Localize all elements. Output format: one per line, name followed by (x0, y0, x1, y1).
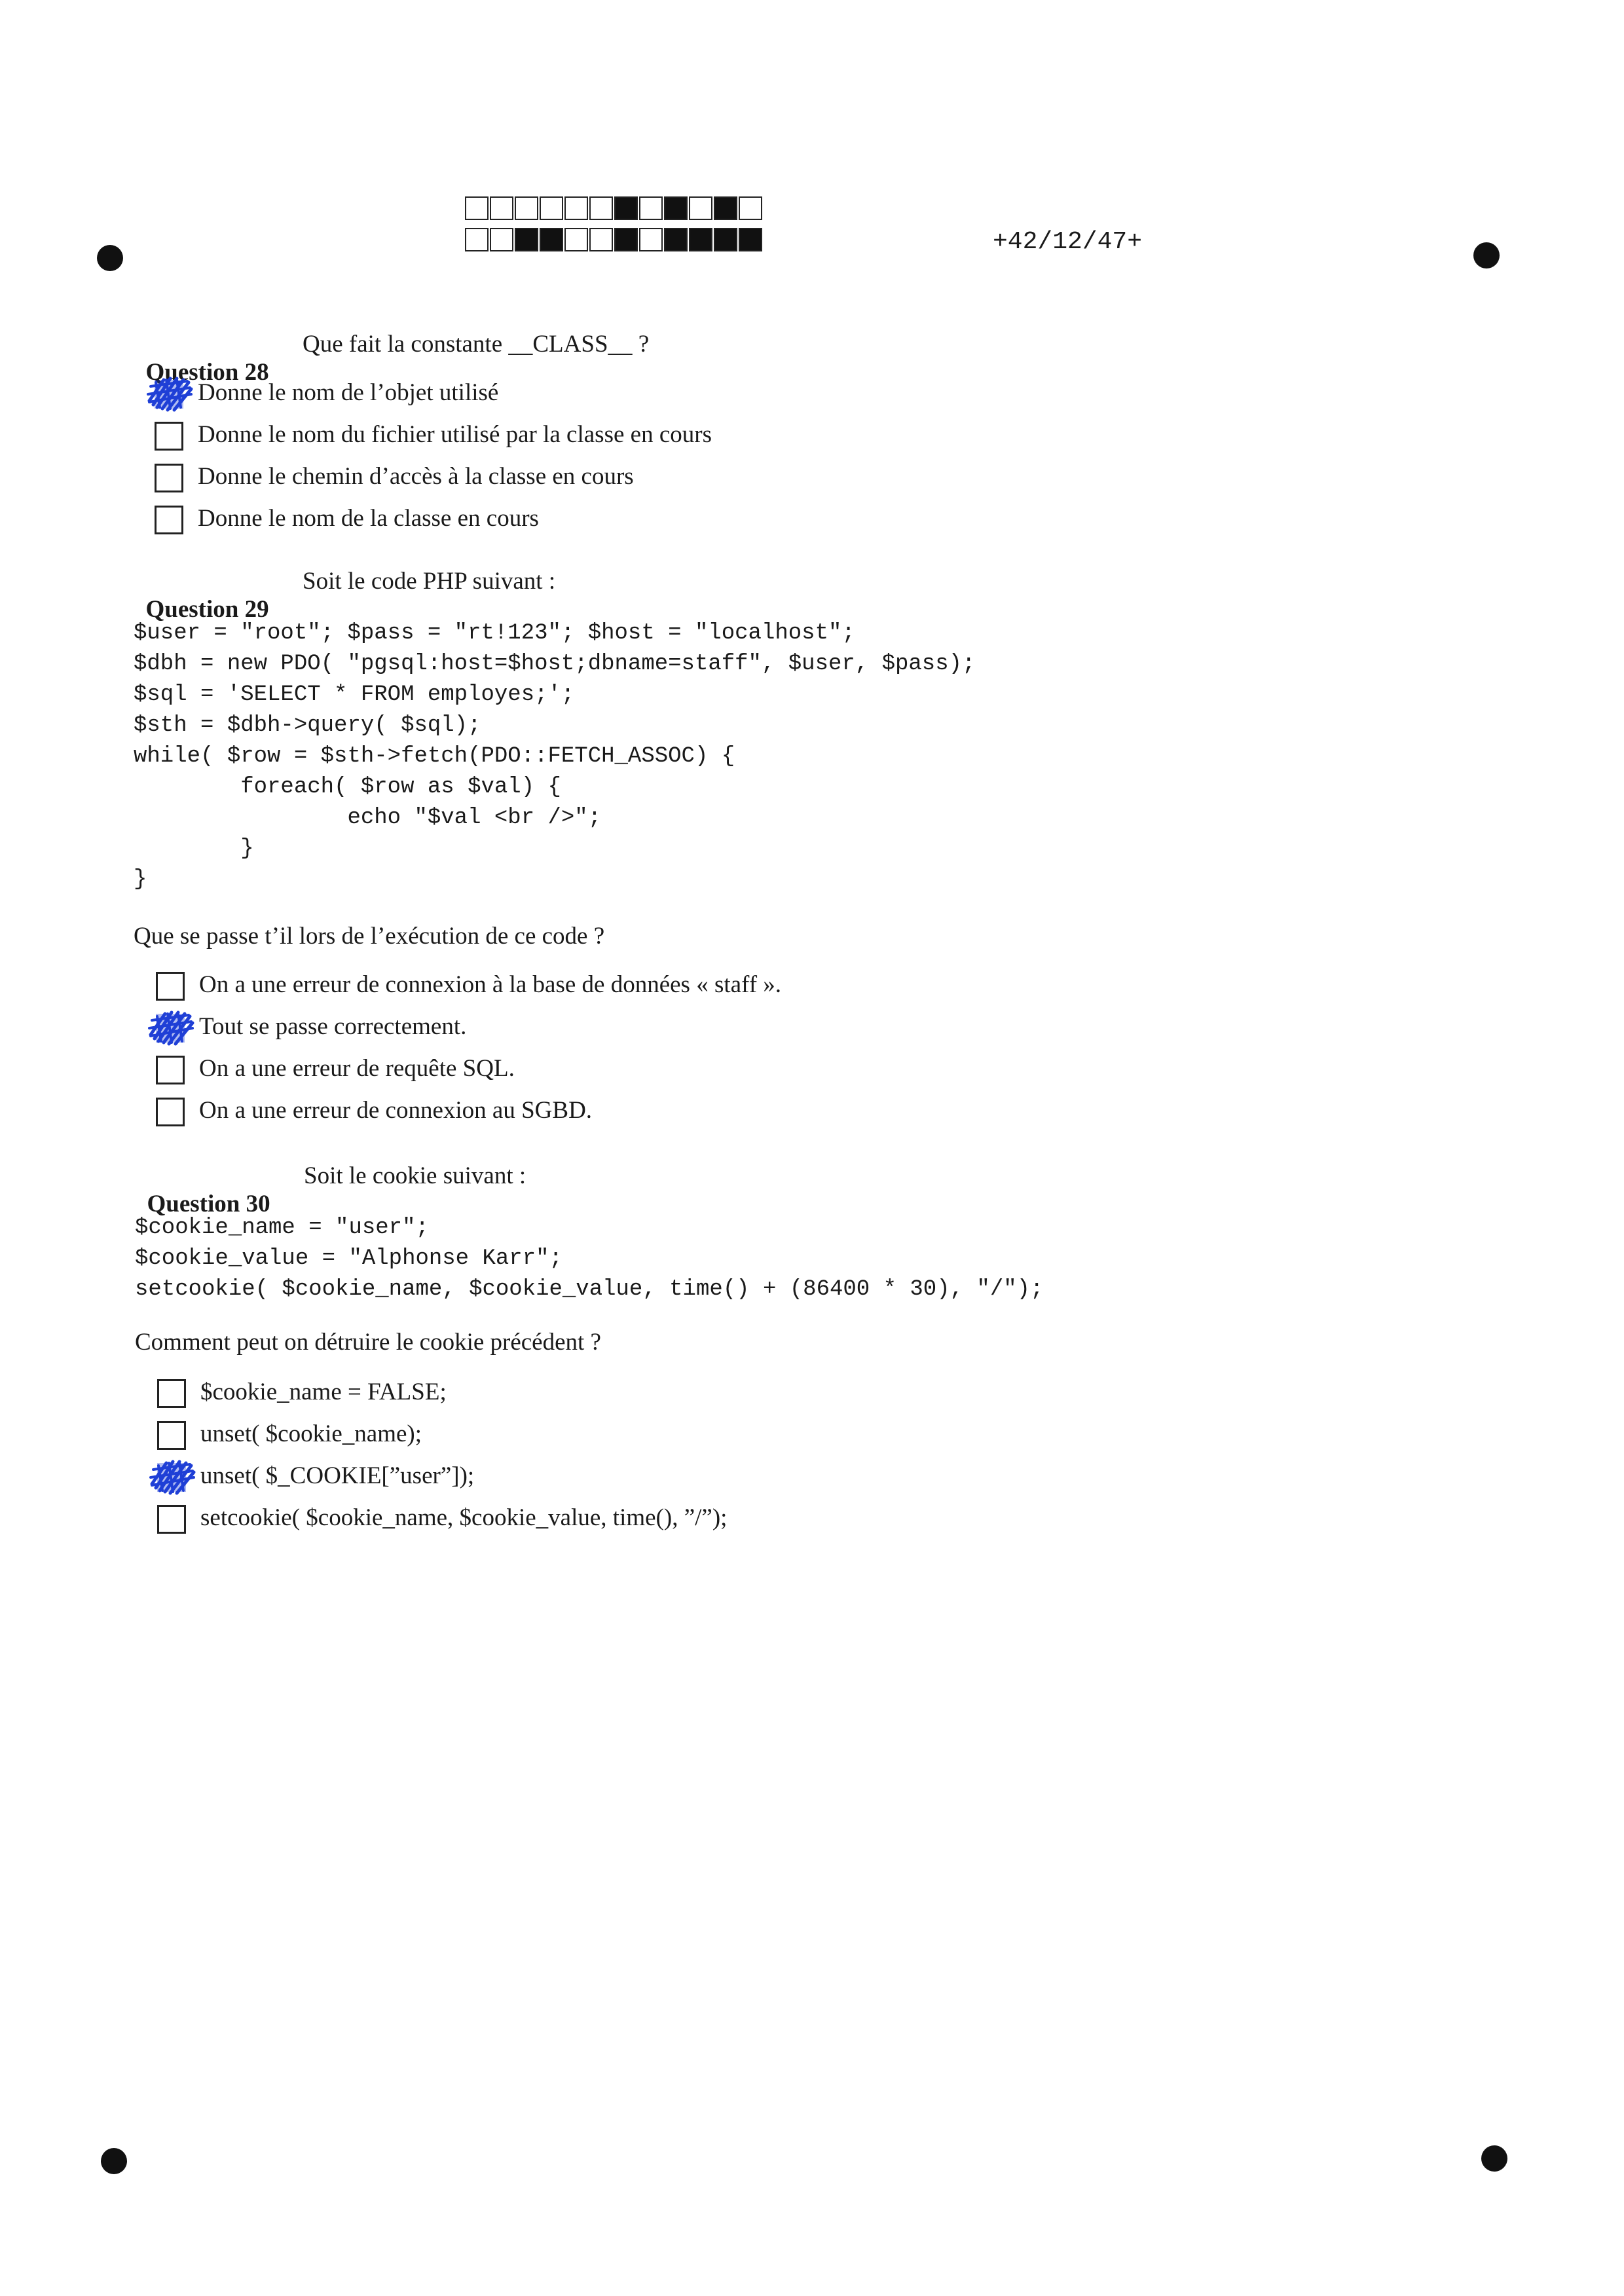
code-line: echo "$val <br />"; (134, 805, 602, 830)
question-30-label: Question 30 (147, 1191, 270, 1217)
barcode-cell (614, 228, 638, 251)
checkbox[interactable] (156, 1098, 185, 1126)
barcode-cell (639, 228, 663, 251)
registration-mark-top-right (1473, 242, 1500, 268)
barcode-cell (540, 196, 563, 220)
code-line: $cookie_name = "user"; (135, 1215, 429, 1240)
code-line: } (134, 836, 254, 861)
barcode-cell (490, 228, 513, 251)
barcode-cell (739, 228, 762, 251)
barcode-cell (564, 196, 588, 220)
option-label: On a une erreur de connexion à la base de données « staff ». (199, 971, 782, 998)
question-29-code (134, 618, 975, 895)
barcode-cell (589, 228, 613, 251)
checkbox[interactable] (155, 506, 183, 534)
barcode-cell (614, 196, 638, 220)
barcode-cell (490, 196, 513, 220)
barcode-cell (739, 196, 762, 220)
code-line: foreach( $row as $val) { (134, 775, 561, 800)
barcode-cell (689, 196, 712, 220)
barcode-cell (515, 228, 538, 251)
checkbox[interactable] (155, 422, 183, 451)
option-label: setcookie( $cookie_name, $cookie_value, time(), ”/”); (200, 1504, 728, 1531)
checkbox[interactable] (157, 1421, 186, 1450)
checkbox[interactable] (155, 464, 183, 492)
sheet-code: +42/12/47+ (993, 228, 1143, 256)
option-label: On a une erreur de requête SQL. (199, 1055, 515, 1082)
question-28-text: Que fait la constante __CLASS__ ? (303, 331, 650, 358)
barcode-row-bottom (465, 228, 764, 251)
checkbox[interactable] (157, 1505, 186, 1534)
question-30-prompt: Comment peut on détruire le cookie précédent ? (135, 1329, 601, 1356)
code-line: $user = "root"; $pass = "rt!123"; $host = "localhost"; (134, 621, 855, 646)
question-30-code (135, 1213, 1043, 1305)
option-label: Donne le nom de l’objet utilisé (198, 379, 499, 406)
barcode-row-top (465, 196, 764, 220)
barcode-cell (714, 228, 737, 251)
barcode-cell (465, 196, 489, 220)
option-label: unset( $cookie_name); (200, 1420, 422, 1447)
question-28-label: Question 28 (145, 359, 269, 386)
option-label: $cookie_name = FALSE; (200, 1379, 447, 1405)
question-29-label: Question 29 (145, 596, 269, 623)
barcode-cell (465, 228, 489, 251)
option-label: Donne le nom du fichier utilisé par la classe en cours (198, 421, 712, 448)
option-label: unset( $_COOKIE[”user”]); (200, 1462, 475, 1489)
code-line: $dbh = new PDO( "pgsql:host=$host;dbname=staff", $user, $pass); (134, 652, 976, 676)
option-label: On a une erreur de connexion au SGBD. (199, 1097, 593, 1124)
barcode-cell (714, 196, 737, 220)
checkbox-checked[interactable] (147, 1458, 198, 1496)
barcode-cell (664, 228, 688, 251)
code-line: setcookie( $cookie_name, $cookie_value, time() + (86400 * 30), "/"); (135, 1277, 1044, 1302)
question-29-text: Soit le code PHP suivant : (303, 568, 556, 595)
barcode-cell (540, 228, 563, 251)
registration-mark-bottom-left (101, 2148, 127, 2174)
registration-mark-top-left (97, 245, 123, 271)
barcode-cell (639, 196, 663, 220)
code-line: while( $row = $sth->fetch(PDO::FETCH_ASSOC) { (134, 744, 735, 769)
barcode-cell (564, 228, 588, 251)
code-line: $sth = $dbh->query( $sql); (134, 713, 481, 738)
question-29-prompt: Que se passe t’il lors de l’exécution de ce code ? (134, 923, 605, 950)
barcode-cell (664, 196, 688, 220)
option-label: Donne le chemin d’accès à la classe en cours (198, 463, 634, 490)
code-line: } (134, 867, 147, 892)
code-line: $sql = 'SELECT * FROM employes;'; (134, 682, 575, 707)
barcode-cell (689, 228, 712, 251)
checkbox[interactable] (156, 972, 185, 1001)
checkbox[interactable] (156, 1056, 185, 1084)
code-line: $cookie_value = "Alphonse Karr"; (135, 1246, 563, 1271)
checkbox-checked[interactable] (144, 375, 195, 413)
option-label: Tout se passe correctement. (199, 1013, 467, 1040)
barcode-cell (589, 196, 613, 220)
barcode-cell (515, 196, 538, 220)
registration-mark-bottom-right (1481, 2145, 1507, 2172)
checkbox[interactable] (157, 1379, 186, 1408)
checkbox-checked[interactable] (145, 1009, 196, 1046)
question-30-text: Soit le cookie suivant : (304, 1162, 526, 1189)
option-label: Donne le nom de la classe en cours (198, 505, 539, 532)
